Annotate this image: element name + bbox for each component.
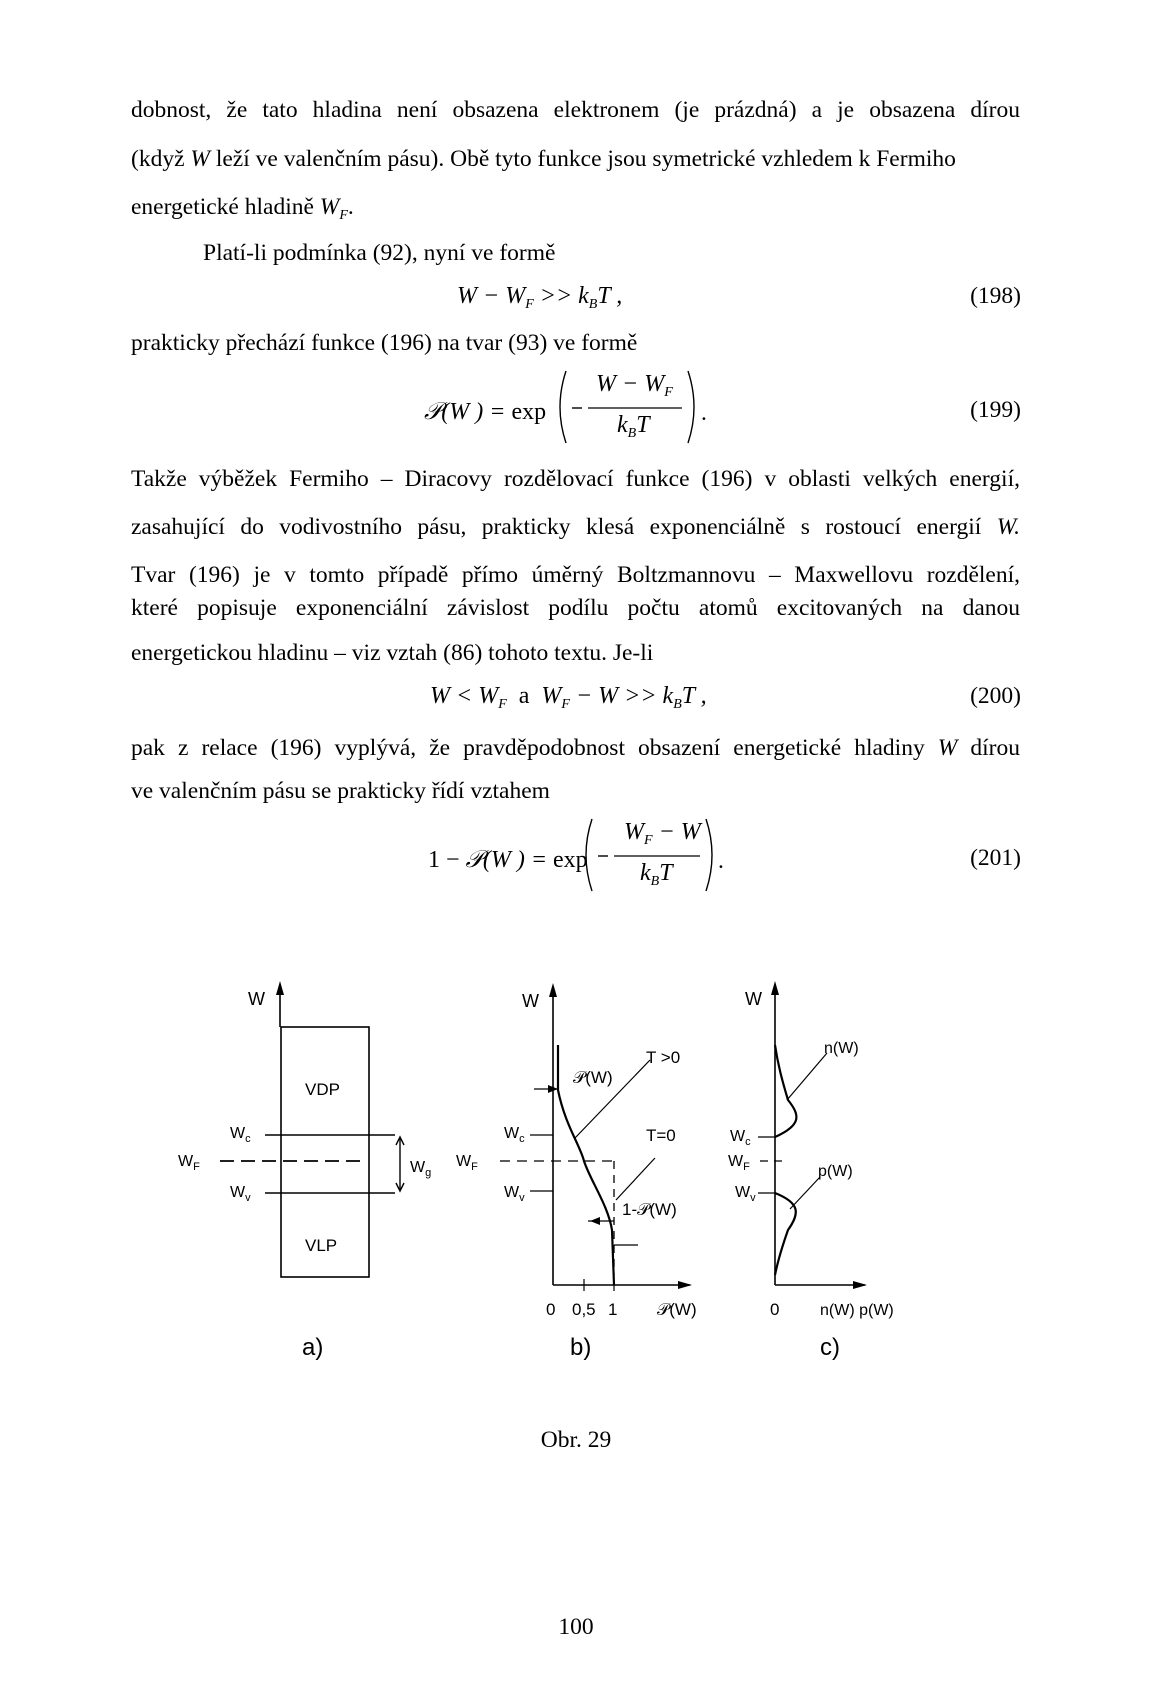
panel-c bbox=[728, 981, 894, 1361]
tick-label: 0 bbox=[770, 1300, 780, 1319]
paragraph-line: pak z relace (196) vyplývá, že pravděpodobnost obsazení energetické hladiny W dírou bbox=[131, 735, 1020, 761]
tick-label: 0,5 bbox=[572, 1300, 596, 1319]
panel-label: a) bbox=[302, 1334, 324, 1361]
wg-label: $W_g$ bbox=[410, 1159, 432, 1179]
paragraph-line: (když W leží ve valenčním pásu). Obě tyto funkce jsou symetrické vzhledem k Fermiho bbox=[131, 146, 956, 172]
t-positive-label: T >0 bbox=[646, 1048, 681, 1067]
equation-number: (199) bbox=[970, 397, 1021, 423]
panel-label: b) bbox=[570, 1334, 592, 1361]
wc-label: $W_c$ bbox=[504, 1125, 525, 1145]
paragraph-line: zasahující do vodivostního pásu, prakticky klesá exponenciálně s rostoucí energií W. bbox=[131, 514, 1020, 540]
figure-caption: Obr. 29 bbox=[540, 1427, 612, 1453]
paragraph-line: Tvar (196) je v tomto případě přímo úměrný Boltzmannovu – Maxwellovu rozdělení, bbox=[131, 562, 1020, 588]
axis-label: W bbox=[745, 989, 762, 1009]
wv-label: $W_v$ bbox=[504, 1184, 525, 1204]
axis-label: W bbox=[248, 989, 265, 1009]
paragraph-line: dobnost, že tato hladina není obsazena elektronem (je prázdná) a je obsazena dírou bbox=[131, 97, 1020, 123]
wf-label: $W_F$ bbox=[728, 1153, 750, 1173]
vlp-label: VLP bbox=[305, 1236, 338, 1255]
paragraph-line: energetické hladině $W_F$. bbox=[131, 194, 354, 223]
paragraph-line: Platí-li podmínka (92), nyní ve formě bbox=[203, 240, 556, 266]
wc-label: $W_c$ bbox=[730, 1128, 751, 1148]
axis-label: W bbox=[522, 991, 539, 1011]
wf-label: $W_F$ bbox=[456, 1153, 478, 1173]
x-axis-label: n(W) p(W) bbox=[820, 1302, 894, 1319]
equation-200: $W < W_F$ a $W_F - W >> k_BT$ , bbox=[430, 683, 707, 712]
x-axis-label: 𝒫(W) bbox=[657, 1300, 697, 1319]
panel-label: c) bbox=[820, 1334, 840, 1361]
tick-label: 0 bbox=[546, 1300, 556, 1319]
document-page: dobnost, že tato hladina není obsazena elektronem (je prázdná) a je obsazena dírou (když W leží ve valenčním pásu). Obě tyto funkce jsou symetrické vzhledem k Fermiho energetické hladině $W_F$. Platí-li podmínka (92), nyní ve formě $W - W_F >> k_BT$ , (198) prakticky přechází funkce (196) na tvar (93) ve formě 𝒫(W ) = exp $W - W_F$ $k_BT$ . (199) Takže výběžek Fermiho – Diracovy rozdělovací funkce (196) v oblasti velkých energií, zasahující do vodivostního pásu, prakticky klesá exponenciálně s rostoucí energií W. Tvar (196) je v tomto případě přímo úměrný Boltzmannovu – Maxwellovu rozdělení, které popisuje exponenciální závislost podílu počtu atomů excitovaných na danou energetickou hladinu – viz vztah (86) tohoto textu. Je-li $W < W_F$ a $W_F - W >> k_BT$ , (200) pak z relace (196) vyplývá, že pravděpodobnost obsazení energetické hladiny W dírou ve valenčním pásu se prakticky řídí vztahem 1 − 𝒫(W ) = exp $W_F - W$ $k_BT$ . (201) W VDP VLP $W_c$ $W_F$ $W_v$ $W_g$ a) W 𝒫(W) T >0 T=0 1-𝒫(W) $W_c$ $W_F$ $W_v$ 0 0,5 1 𝒫(W) b) W n(W) p(W) $W_c$ $W_F$ $W_v$ 0 n(W) p(W) c) Obr. 29 100 bbox=[0, 0, 1152, 1683]
vdp-label: VDP bbox=[305, 1080, 340, 1099]
paragraph-line: energetickou hladinu – viz vztah (86) tohoto textu. Je-li bbox=[131, 640, 654, 666]
paragraph-line: prakticky přechází funkce (196) na tvar (93) ve formě bbox=[131, 330, 638, 356]
t-zero-label: T=0 bbox=[646, 1126, 676, 1145]
probability-label: 𝒫(W) bbox=[573, 1068, 613, 1087]
panel-a bbox=[178, 981, 431, 1361]
wf-label: $W_F$ bbox=[178, 1153, 200, 1173]
panel-b bbox=[456, 983, 697, 1361]
equation-198: $W - W_F >> k_BT$ , bbox=[457, 283, 623, 312]
equation-number: (200) bbox=[970, 683, 1021, 709]
band-diagram-figure bbox=[160, 975, 940, 1395]
p-label: p(W) bbox=[818, 1163, 853, 1180]
paragraph-line: Takže výběžek Fermiho – Diracovy rozdělovací funkce (196) v oblasti velkých energií, bbox=[131, 466, 1020, 492]
complement-label: 1-𝒫(W) bbox=[622, 1200, 677, 1219]
wv-label: $W_v$ bbox=[735, 1184, 756, 1204]
n-label: n(W) bbox=[824, 1040, 859, 1057]
equation-number: (198) bbox=[970, 283, 1021, 309]
wc-label: $W_c$ bbox=[230, 1125, 251, 1145]
equation-number: (201) bbox=[970, 845, 1021, 871]
wv-label: $W_v$ bbox=[230, 1184, 251, 1204]
page-number: 100 bbox=[558, 1614, 594, 1640]
tick-label: 1 bbox=[608, 1300, 618, 1319]
paragraph-line: ve valenčním pásu se prakticky řídí vztahem bbox=[131, 778, 550, 804]
paragraph-line: které popisuje exponenciální závislost podílu počtu atomů excitovaných na danou bbox=[131, 595, 1020, 621]
